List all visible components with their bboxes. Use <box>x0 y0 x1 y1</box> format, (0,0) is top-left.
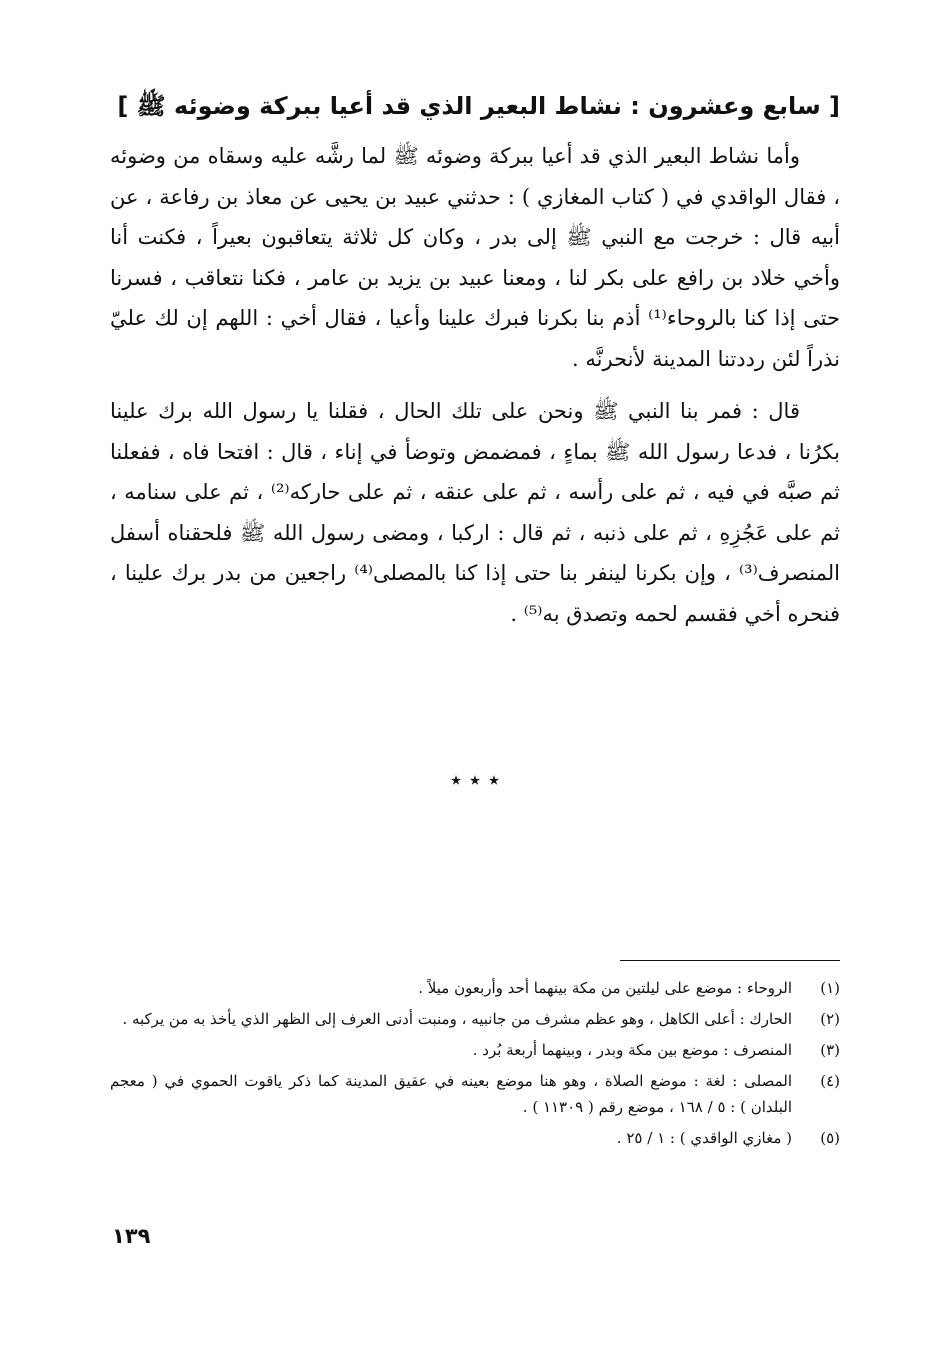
section-separator: ٭ ٭ ٭ <box>450 768 500 793</box>
footnote-item <box>110 1006 840 1032</box>
footnote-number: (٣) <box>820 1041 840 1059</box>
footnote-item <box>110 1037 840 1063</box>
page-body <box>110 82 840 634</box>
footnote-number: (٥) <box>820 1129 840 1147</box>
footnote-text: ( مغازي الواقدي ) : ١ / ٢٥ . <box>616 1129 792 1147</box>
page-number: ١٣٩ <box>112 1224 151 1248</box>
footnote-number: (٢) <box>820 1010 840 1028</box>
footnote-number: (٤) <box>820 1072 840 1090</box>
footnote-item <box>110 975 840 1001</box>
footnote-item <box>110 1068 840 1120</box>
footnote-text: الحارك : أعلى الكاهل ، وهو عظم مشرف من جانبيه ، ومنبت أدنى العرف إلى الظهر الذي يأخذ به من يركبه . <box>122 1010 792 1028</box>
footnote-text: الروحاء : موضع على ليلتين من مكة بينهما أحد وأربعون ميلاً . <box>418 979 792 997</box>
footnote-divider <box>620 960 840 961</box>
footnote-text: المنصرف : موضع بين مكة وبدر ، وبينهما أربعة بُرد . <box>472 1041 792 1059</box>
section-heading: [ سابع وعشرون : نشاط البعير الذي قد أعيا ببركة وضوئه ﷺ ] <box>117 92 840 120</box>
footnote-item <box>110 1125 840 1151</box>
paragraph-1: وأما نشاط البعير الذي قد أعيا ببركة وضوئه ﷺ لما رشَّه عليه وسقاه من وضوئه ، فقال الواقدي في ( كتاب المغازي ) : حدثني عبيد بن يحيى عن معاذ بن رفاعة ، عن أبيه قال : خرجت مع النبي ﷺ إلى بدر ، وكان كل ثلاثة يتعاقبون بعيراً ، فكنت أنا وأخي خلاد بن رافع على بكر لنا ، ومعنا عبيد بن يزيد بن عامر ، فكنا نتعاقب ، فسرنا حتى إذا كنا بالروحاء⁽¹⁾ أذم بنا بكرنا فبرك علينا وأعيا ، فقال أخي : اللهم إن لك عليّ نذراً لئن رددتنا المدينة لأنحرنَّه . <box>110 144 841 371</box>
paragraph-2: قال : فمر بنا النبي ﷺ ونحن على تلك الحال ، فقلنا يا رسول الله برك علينا بكرُنا ، فدعا رسول الله ﷺ بماءٍ ، فمضمض وتوضأ في إناء ، قال : افتحا فاه ، ففعلنا ثم صبَّه في فيه ، ثم على رأسه ، ثم على عنقه ، ثم على حاركه⁽²⁾ ، ثم على سنامه ، ثم على عَجُزِهِ ، ثم على ذنبه ، ثم قال : اركبا ، ومضى رسول الله ﷺ فلحقناه أسفل المنصرف⁽³⁾ ، وإن بكرنا لينفر بنا حتى إذا كنا بالمصلى⁽⁴⁾ راجعين من بدر برك علينا ، فنحره أخي فقسم لحمه وتصدق به⁽⁵⁾ . <box>110 399 840 626</box>
footnote-text: المصلى : لغة : موضع الصلاة ، وهو هنا موضع بعينه في عقيق المدينة كما ذكر ياقوت الحموي في ( معجم البلدان ) : ٥ / ١٦٨ ، موضع رقم ( ١١٣٠٩ ) . <box>110 1072 792 1116</box>
footnotes <box>110 975 840 1156</box>
footnote-number: (١) <box>820 979 840 997</box>
